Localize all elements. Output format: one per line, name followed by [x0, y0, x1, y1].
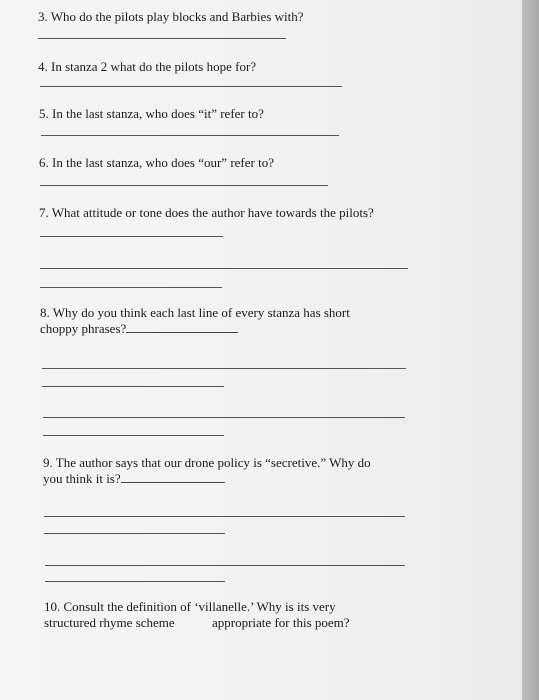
question-3: 3. Who do the pilots play blocks and Barbies with?: [38, 9, 304, 24]
question-8-line-2-text: choppy phrases?: [40, 321, 127, 336]
question-8-line-2: [40, 321, 238, 337]
answer-line-9c[interactable]: [45, 565, 405, 566]
answer-line-9a[interactable]: [44, 516, 405, 517]
answer-line-7c[interactable]: [40, 287, 222, 288]
question-9-line-1: 9. The author says that our drone policy is “secretive.” Why do: [43, 455, 371, 470]
question-6: 6. In the last stanza, who does “our” refer to?: [39, 155, 274, 170]
answer-line-7a[interactable]: [40, 236, 223, 237]
answer-line-9d[interactable]: [45, 581, 225, 582]
answer-line-7b[interactable]: [40, 268, 408, 269]
question-10-line-2-continued: appropriate for this poem?: [212, 615, 350, 630]
answer-line-5[interactable]: [41, 135, 339, 136]
question-8-line-1: 8. Why do you think each last line of every stanza has short: [40, 305, 350, 320]
answer-blank-9[interactable]: [121, 472, 225, 483]
question-10-line-1: 10. Consult the definition of ‘villanelle.’ Why is its very: [44, 599, 336, 614]
question-4: 4. In stanza 2 what do the pilots hope for?: [38, 59, 257, 74]
question-10-line-2: structured rhyme scheme: [44, 615, 175, 630]
answer-line-3[interactable]: [38, 38, 286, 39]
question-9-line-2: [43, 471, 225, 487]
answer-line-6[interactable]: [40, 185, 328, 186]
answer-line-8a[interactable]: [42, 368, 406, 369]
page-edge-shadow: [522, 0, 539, 700]
question-5: 5. In the last stanza, who does “it” refer to?: [39, 106, 264, 121]
answer-line-8c[interactable]: [43, 417, 405, 418]
answer-line-4[interactable]: [40, 86, 342, 87]
answer-blank-8[interactable]: [126, 322, 238, 333]
answer-line-9b[interactable]: [44, 533, 225, 534]
question-9-line-2-text: you think it is?: [43, 471, 121, 486]
answer-line-8b[interactable]: [42, 386, 224, 387]
answer-line-8d[interactable]: [43, 435, 224, 436]
question-7: 7. What attitude or tone does the author have towards the pilots?: [39, 205, 374, 220]
